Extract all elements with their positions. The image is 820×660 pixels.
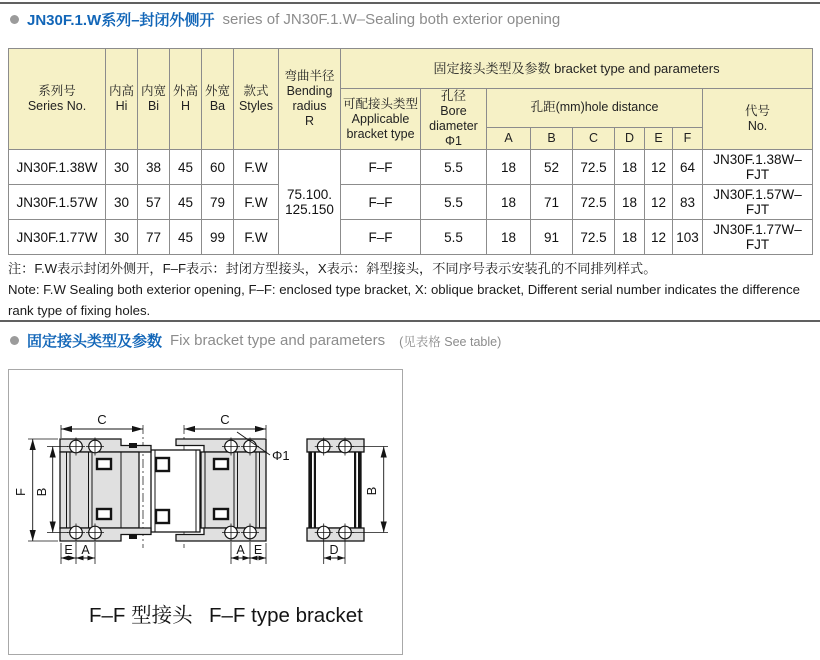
section2-title-en: Fix bracket type and parameters	[170, 332, 386, 349]
col-header-hole-a: A	[487, 127, 531, 149]
dim-label-a-left: A	[81, 543, 90, 557]
parameters-table	[8, 48, 813, 255]
cell-bi: 57	[138, 185, 170, 220]
cell-ba: 99	[202, 220, 234, 255]
cell-b: 71	[531, 185, 573, 220]
dim-label-c-right: C	[220, 412, 230, 427]
cell-bore: 5.5	[421, 220, 487, 255]
cell-a: 18	[487, 185, 531, 220]
cell-a: 18	[487, 150, 531, 185]
section-divider	[0, 320, 820, 322]
dim-label-d: D	[329, 543, 339, 557]
dim-label-b-left: B	[34, 487, 49, 497]
bracket-diagram	[8, 369, 403, 655]
cell-c: 72.5	[573, 150, 615, 185]
cell-b: 52	[531, 150, 573, 185]
cell-series: JN30F.1.77W	[9, 220, 106, 255]
top-divider	[0, 2, 820, 4]
cell-e: 12	[645, 185, 673, 220]
col-header-hole-f: F	[673, 127, 703, 149]
col-header-bi: 内宽 Bi	[138, 49, 170, 150]
cell-d: 18	[615, 220, 645, 255]
bullet-icon	[10, 336, 19, 345]
dim-label-a-right: A	[236, 543, 245, 557]
cell-ba: 60	[202, 150, 234, 185]
dim-label-e-right: E	[253, 543, 263, 557]
cell-bore: 5.5	[421, 185, 487, 220]
cell-c: 72.5	[573, 185, 615, 220]
cell-bore: 5.5	[421, 150, 487, 185]
cell-c: 72.5	[573, 220, 615, 255]
cell-no: JN30F.1.77W–FJT	[703, 220, 813, 255]
front-view	[60, 438, 266, 542]
col-header-series-zh: 系列号	[38, 84, 76, 98]
col-header-series	[9, 49, 106, 150]
side-view	[307, 438, 364, 542]
col-header-applicable-bracket: 可配接头类型 Applicable bracket type	[341, 89, 421, 150]
cell-bracket: F–F	[341, 185, 421, 220]
bracket-slot	[214, 509, 228, 519]
col-header-series-en: Series No.	[27, 99, 87, 113]
col-header-bore-diameter: 孔径 Bore diameter Φ1	[421, 89, 487, 150]
note-zh: 注：F.W表示封闭外侧开，F–F表示：封闭方型接头，X表示：斜型接头，不同序号表示安装孔的不同排列样式。	[8, 261, 657, 276]
dim-label-e-left: E	[64, 543, 73, 557]
link-slot	[156, 510, 169, 523]
interlock-notch	[129, 443, 137, 448]
notes-block	[8, 258, 814, 321]
table-row	[9, 150, 813, 185]
bracket-slot	[97, 509, 111, 519]
side-bottom-flange	[307, 528, 364, 541]
section2-title-zh: 固定接头类型及参数	[27, 333, 163, 350]
col-header-hole-e: E	[645, 127, 673, 149]
cell-hi: 30	[106, 220, 138, 255]
technical-drawing	[9, 370, 402, 654]
link-slot	[156, 458, 169, 471]
bracket-slot	[214, 459, 228, 469]
bullet-icon	[10, 15, 19, 24]
cell-a: 18	[487, 220, 531, 255]
dim-label-f: F	[13, 488, 28, 496]
cell-h: 45	[170, 150, 202, 185]
diagram-caption-en: F–F type bracket	[209, 604, 363, 627]
table-row	[9, 220, 813, 255]
note-en: Note: F.W Sealing both exterior opening, F–F: enclosed type bracket, X: oblique bracket, Different serial number indicates the difference rank type of fixing holes.	[8, 282, 800, 318]
col-header-hole-c: C	[573, 127, 615, 149]
col-header-styles: 款式 Styles	[234, 49, 279, 150]
cell-ba: 79	[202, 185, 234, 220]
cell-h: 45	[170, 185, 202, 220]
cell-e: 12	[645, 150, 673, 185]
cell-f: 103	[673, 220, 703, 255]
cell-f: 83	[673, 185, 703, 220]
interlock-notch	[129, 534, 137, 539]
cell-b: 91	[531, 220, 573, 255]
cell-no: JN30F.1.57W–FJT	[703, 185, 813, 220]
cell-style: F.W	[234, 185, 279, 220]
cell-bracket: F–F	[341, 150, 421, 185]
col-header-hi: 内高 Hi	[106, 49, 138, 150]
section1-heading	[10, 9, 560, 30]
cell-series: JN30F.1.38W	[9, 150, 106, 185]
group-header-hole-distance: 孔距(mm)hole distance	[487, 89, 703, 128]
col-header-hole-b: B	[531, 127, 573, 149]
side-top-flange	[307, 439, 364, 452]
cell-hi: 30	[106, 185, 138, 220]
section2-hint: (见表格 See table)	[399, 334, 502, 349]
bracket-slot	[97, 459, 111, 469]
col-header-no: 代号 No.	[703, 89, 813, 150]
cell-bracket: F–F	[341, 220, 421, 255]
dim-label-b-right: B	[364, 486, 379, 496]
col-header-h: 外高 H	[170, 49, 202, 150]
cell-h: 45	[170, 220, 202, 255]
cell-bi: 77	[138, 220, 170, 255]
section1-title-en: series of JN30F.1.W–Sealing both exterior opening	[222, 11, 561, 28]
section1-title-zh: JN30F.1.W系列–封闭外侧开	[27, 12, 215, 29]
cell-series: JN30F.1.57W	[9, 185, 106, 220]
cell-style: F.W	[234, 220, 279, 255]
group-header-bracket-type: 固定接头类型及参数 bracket type and parameters	[341, 49, 813, 89]
cell-style: F.W	[234, 150, 279, 185]
cell-d: 18	[615, 150, 645, 185]
side-body	[309, 452, 361, 528]
cell-bi: 38	[138, 150, 170, 185]
section2-heading	[10, 330, 501, 351]
diagram-caption-zh: F–F 型接头	[89, 604, 193, 627]
col-header-hole-d: D	[615, 127, 645, 149]
cell-hi: 30	[106, 150, 138, 185]
cell-bending-radius: 75.100. 125.150	[279, 150, 341, 255]
cell-e: 12	[645, 220, 673, 255]
cell-d: 18	[615, 185, 645, 220]
cell-f: 64	[673, 150, 703, 185]
cell-no: JN30F.1.38W–FJT	[703, 150, 813, 185]
col-header-ba: 外宽 Ba	[202, 49, 234, 150]
table-row	[9, 185, 813, 220]
dim-label-phi1: Φ1	[272, 448, 290, 463]
dim-label-c-left: C	[97, 412, 107, 427]
col-header-bending-radius: 弯曲半径 Bending radius R	[279, 49, 341, 150]
